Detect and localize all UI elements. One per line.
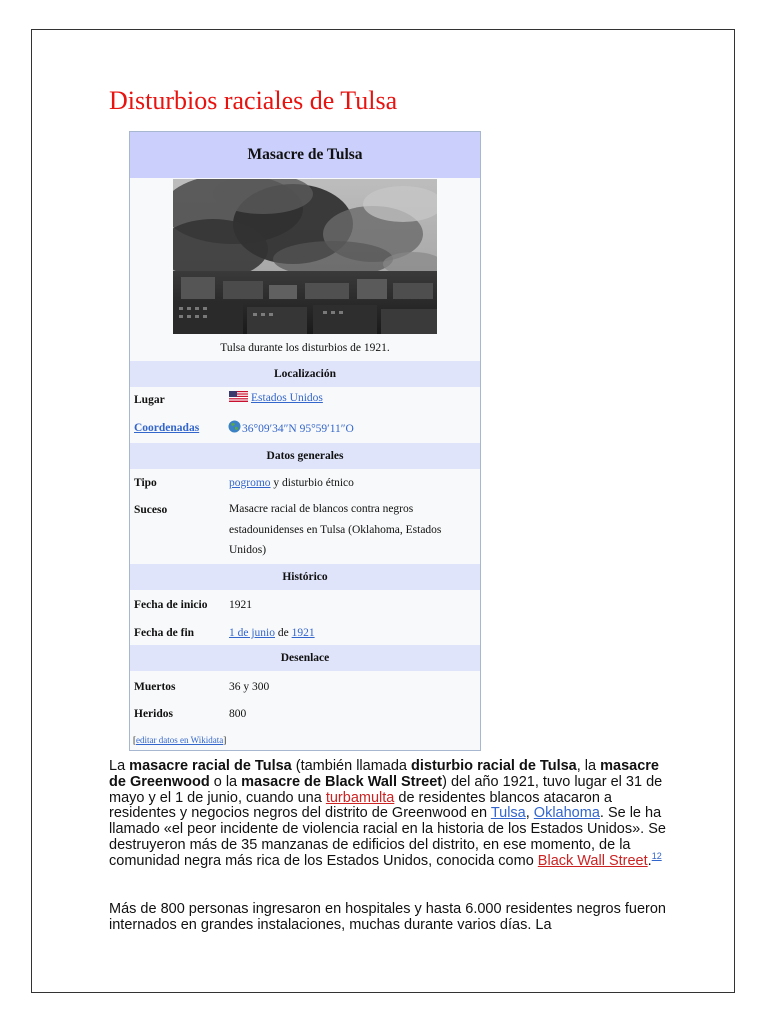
label-fecha-inicio: Fecha de inicio bbox=[134, 599, 208, 611]
edit-wikidata-link[interactable]: editar datos en Wikidata bbox=[136, 735, 224, 745]
label-muertos: Muertos bbox=[134, 681, 176, 693]
label-lugar: Lugar bbox=[134, 394, 165, 406]
value-coordenadas bbox=[228, 420, 354, 435]
value-tipo: pogromo y disturbio étnico bbox=[229, 477, 354, 489]
value-heridos: 800 bbox=[229, 708, 247, 720]
label-tipo: Tipo bbox=[134, 477, 157, 489]
section-localizacion: Localización bbox=[130, 361, 480, 387]
link-pogromo[interactable]: pogromo bbox=[229, 477, 271, 489]
footnote-12[interactable]: 12 bbox=[651, 850, 662, 861]
label-coordenadas-link[interactable]: Coordenadas bbox=[134, 422, 200, 434]
link-oklahoma[interactable]: Oklahoma bbox=[533, 805, 600, 822]
link-1-de-junio[interactable]: 1 de junio bbox=[229, 627, 275, 639]
value-muertos: 36 y 300 bbox=[229, 681, 270, 693]
value-fecha-inicio: 1921 bbox=[229, 599, 252, 611]
document-page bbox=[31, 29, 735, 993]
globe-icon[interactable] bbox=[228, 420, 241, 433]
label-fecha-fin: Fecha de fin bbox=[134, 627, 195, 639]
link-coordenadas-valor[interactable]: 36°09′34″N 95°59′11″O bbox=[242, 423, 354, 435]
edit-wikidata: [editar datos en Wikidata] bbox=[133, 735, 227, 745]
value-lugar bbox=[229, 391, 323, 404]
link-black-wall-street[interactable]: Black Wall Street bbox=[537, 852, 648, 869]
value-suceso: Masacre racial de blancos contra negros estadounidenses en Tulsa (Oklahoma, Estados Unidos) bbox=[229, 503, 442, 556]
link-1921[interactable]: 1921 bbox=[291, 627, 315, 639]
infobox bbox=[129, 131, 481, 751]
value-fecha-fin: 1 de junio de 1921 bbox=[229, 627, 315, 639]
label-suceso: Suceso bbox=[134, 504, 168, 516]
paragraph-2: Más de 800 personas ingresaron en hospitales y hasta 6.000 residentes negros fueron internados en grandes instalaciones, muchas durante varios días. La bbox=[109, 901, 666, 933]
paragraph-1: La masacre racial de Tulsa (también llamada disturbio racial de Tulsa, la masacre de Greenwood o la masacre de Black Wall Street) del año 1921, tuvo lugar el 31 de mayo y el 1 de junio, cuando una turbamulta de residentes blancos atacaron a residentes y negocios negros del distrito de Greenwood en Tulsa, Oklahoma. Se le ha llamado «el peor incidente de violencia racial en la historia de los Estados Unidos». Se destruyeron más de 35 manzanas de edificios del distrito, en ese momento, de la comunidad negra más rica de los Estados Unidos, conocida como Black Wall Street.$^{12}$ bbox=[109, 758, 666, 869]
us-flag-icon bbox=[229, 391, 248, 402]
section-datos-generales: Datos generales bbox=[130, 443, 480, 469]
section-desenlace: Desenlace bbox=[130, 645, 480, 671]
infobox-photo[interactable] bbox=[173, 179, 437, 334]
link-turbamulta[interactable]: turbamulta bbox=[325, 789, 395, 806]
label-heridos: Heridos bbox=[134, 708, 173, 720]
infobox-caption: Tulsa durante los disturbios de 1921. bbox=[220, 342, 390, 354]
section-historico: Histórico bbox=[130, 564, 480, 590]
infobox-header: Masacre de Tulsa bbox=[130, 132, 480, 178]
link-tulsa[interactable]: Tulsa bbox=[490, 805, 526, 822]
article-title: Disturbios raciales de Tulsa bbox=[109, 86, 398, 115]
link-estados-unidos[interactable]: Estados Unidos bbox=[251, 392, 323, 404]
